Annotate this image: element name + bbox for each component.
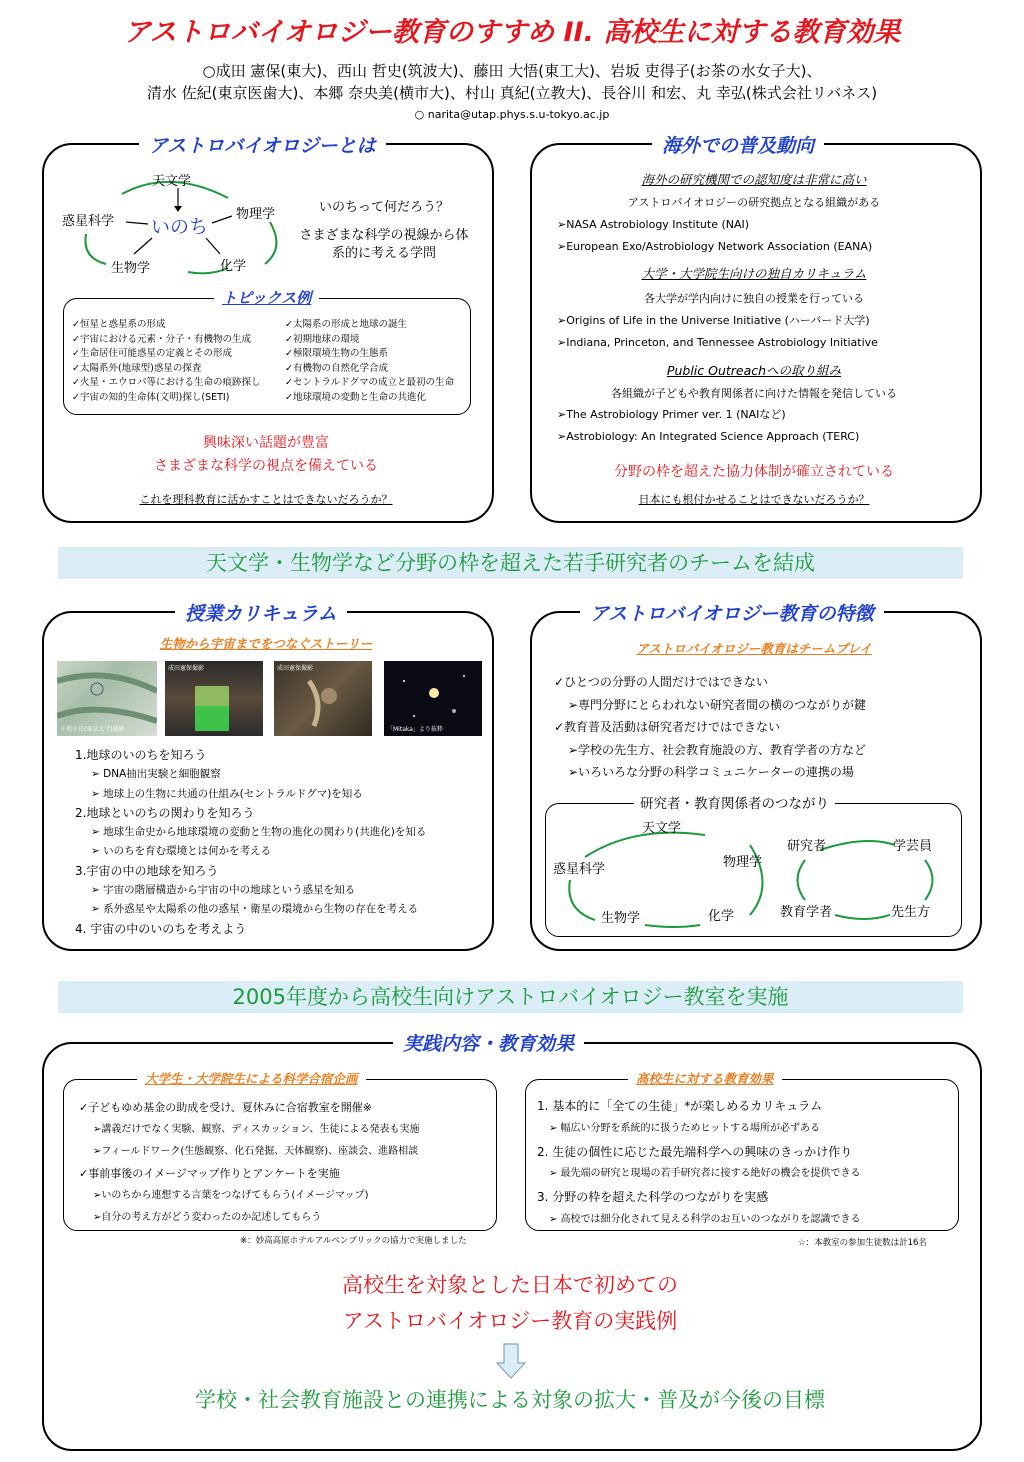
space-photo bbox=[384, 661, 482, 736]
feature-item: ✓ひとつの分野の人間だけではできない bbox=[554, 675, 768, 689]
question-education: これを理科教育に活かすことはできないだろうか？ bbox=[139, 493, 393, 506]
overseas-h3-desc: 各組織が子どもや教育関係者に向けた情報を発信している bbox=[611, 387, 897, 400]
curriculum-title: 授業カリキュラム bbox=[175, 599, 347, 626]
overseas-h1-list bbox=[557, 214, 872, 258]
effect-item: 1. 基本的に「全ての生徒」*が楽しめるカリキュラム bbox=[537, 1099, 823, 1113]
features-title: アストロバイオロジー教育の特徴 bbox=[580, 599, 884, 626]
feature-item: ➢いろいろな分野の科学コミュニケーターの連携の場 bbox=[568, 765, 854, 779]
features-subtitle: アストロバイオロジー教育はチームプレイ bbox=[636, 641, 872, 656]
overseas-h2-desc: 各大学が学内向けに独自の授業を行っている bbox=[644, 292, 864, 305]
features-list bbox=[554, 671, 866, 784]
topic-item: ✓恒星と惑星系の形成 bbox=[72, 319, 166, 330]
question-life: いのちって何だろう？ bbox=[318, 200, 449, 215]
net-teacher: 先生方 bbox=[891, 905, 931, 920]
conclusion-line-2: アストロバイオロジー教育の実践例 bbox=[342, 1309, 678, 1333]
network-title: 研究者・教育関係者のつながり bbox=[634, 792, 835, 812]
photo-caption: 成田憲保撮影 bbox=[277, 665, 314, 672]
authors-line-2: 清水 佐紀(東京医歯大)、本郷 奈央美(横市大)、村山 真紀(立教大)、長谷川 和宏、丸 幸弘(株式会社リバネス) bbox=[146, 84, 878, 102]
email: ○ narita@utap.phys.s.u-tokyo.ac.jp bbox=[414, 108, 610, 121]
feature-item: ➢専門分野にとらわれない研究者間の横のつながりが鍵 bbox=[568, 697, 867, 712]
curriculum-subtitle: 生物から宇宙までをつなぐストーリー bbox=[159, 636, 373, 651]
effect-item: ➢ 高校では細分化されて見える科学のお互いのつながりを認識できる bbox=[549, 1213, 861, 1225]
field-astronomy: 天文学 bbox=[152, 174, 192, 189]
net-curator: 学芸員 bbox=[893, 839, 933, 854]
future-goal: 学校・社会教育施設との連携による対象の拡大・普及が今後の目標 bbox=[195, 1388, 825, 1412]
list-item: ➢European Exo/Astrobiology Network Association (EANA) bbox=[557, 240, 873, 253]
overseas-h2-list bbox=[557, 310, 878, 354]
camp-item: ➢いのちから連想する言葉をつなげてもらう(イメージマップ) bbox=[93, 1190, 369, 1201]
effect-item: ➢ 幅広い分野を系統的に扱うためヒットする場所が必ずある bbox=[549, 1122, 820, 1134]
topics-title: トピックス例 bbox=[214, 287, 319, 308]
topic-item: ✓極限環境生物の生態系 bbox=[285, 348, 388, 359]
list-item: ➢Astrobiology: An Integrated Science Approach (TERC) bbox=[557, 430, 860, 443]
net-biology: 生物学 bbox=[601, 911, 641, 926]
curriculum-item: ➢ 地球生命史から地球環境の変動と生物の進化の関わり(共進化)を知る bbox=[91, 826, 427, 839]
photo-caption: 成田憲保撮影 bbox=[168, 665, 205, 672]
camp-item: ✓事前事後のイメージマップ作りとアンケートを実施 bbox=[79, 1167, 340, 1180]
effect-list bbox=[537, 1095, 861, 1232]
net-planetary: 惑星科学 bbox=[553, 862, 606, 877]
point-many-views: さまざまな科学の視点を備えている bbox=[154, 458, 378, 474]
net-chemistry: 化学 bbox=[708, 909, 735, 924]
photo-caption: 「Mitaka」より抜粋 bbox=[387, 726, 443, 733]
overseas-h1: 海外の研究機関での認知度は非常に高い bbox=[641, 172, 867, 187]
curriculum-item: 1.地球のいのちを知ろう bbox=[75, 748, 207, 762]
effect-title: 高校生に対する教育効果 bbox=[628, 1069, 782, 1087]
topic-item: ✓宇宙の知的生命体(文明)探し(SETI) bbox=[72, 391, 230, 403]
cell-photo bbox=[57, 661, 157, 736]
field-physics: 物理学 bbox=[236, 207, 276, 222]
curriculum-item: 2.地球といのちの関わりを知ろう bbox=[75, 805, 255, 820]
overseas-h2: 大学・大学院生向けの独自カリキュラム bbox=[641, 266, 867, 281]
camp-item: ✓子どもゆめ基金の助成を受け、夏休みに合宿教室を開催※ bbox=[79, 1101, 372, 1114]
curriculum-item: ➢ 宇宙の階層構造から宇宙の中の地球という惑星を知る bbox=[91, 884, 356, 897]
beaker-image bbox=[165, 661, 263, 736]
curriculum-item: ➢ いのちを育む環境とは何かを考える bbox=[91, 845, 272, 858]
net-astronomy: 天文学 bbox=[642, 821, 682, 836]
effect-item: 3. 分野の枠を超えた科学のつながりを実感 bbox=[537, 1190, 769, 1205]
fossil-photo bbox=[274, 661, 372, 736]
field-planetary: 惑星科学 bbox=[62, 214, 115, 229]
curriculum-item: 3.宇宙の中の地球を知ろう bbox=[75, 863, 219, 878]
topic-item: ✓火星・エウロパ等における生命の痕跡探し bbox=[72, 377, 261, 388]
definition-1: さまざまな科学の視線から体 bbox=[299, 228, 469, 243]
curriculum-list bbox=[75, 746, 426, 939]
topics-right bbox=[285, 318, 454, 405]
topic-item: ✓地球環境の変動と生命の共進化 bbox=[285, 391, 426, 403]
what-is-title: アストロバイオロジーとは bbox=[139, 131, 386, 158]
point-rich-topics: 興味深い話題が豊富 bbox=[203, 435, 329, 451]
topic-item: ✓初期地球の環境 bbox=[285, 333, 360, 345]
feature-item: ➢学校の先生方、社会教育施設の方、教育学者の方など bbox=[568, 742, 867, 757]
list-item: ➢Origins of Life in the Universe Initiative (ハーバード大学) bbox=[557, 314, 870, 327]
topics-left bbox=[72, 318, 260, 405]
list-item: ➢Indiana, Princeton, and Tennessee Astrobiology Initiative bbox=[557, 336, 878, 349]
camp-note: ※：妙高高原ホテルアルペンブリックの協力で実施しました bbox=[240, 1236, 467, 1246]
feature-item: ✓教育普及活動は研究者だけではできない bbox=[554, 720, 781, 734]
life-label: いのち bbox=[151, 216, 209, 238]
camp-item: ➢フィールドワーク(生態観察、化石発掘、天体観察)、座談会、進路相談 bbox=[93, 1146, 419, 1157]
effect-item: ➢ 最先端の研究と現場の若手研究者に接する絶好の機会を提供できる bbox=[549, 1168, 861, 1180]
field-biology: 生物学 bbox=[111, 261, 151, 276]
down-arrow-icon bbox=[496, 1343, 526, 1379]
topic-item: ✓太陽系外(地球型)惑星の探査 bbox=[72, 362, 202, 374]
dna-photo bbox=[165, 661, 263, 736]
band-team: 天文学・生物学など分野の枠を超えた若手研究者のチームを結成 bbox=[58, 547, 963, 579]
band-classroom: 2005年度から高校生向けアストロバイオロジー教室を実施 bbox=[58, 981, 963, 1013]
photo-caption: 千葉市長(東京大学)撮影 bbox=[60, 726, 125, 733]
poster-title: アストロバイオロジー教育のすすめ II. 高校生に対する教育効果 bbox=[123, 17, 901, 48]
camp-item: ➢自分の考え方がどう変わったのか記述してもらう bbox=[93, 1212, 322, 1223]
overseas-h3-list bbox=[557, 404, 859, 448]
topic-item: ✓有機物の自然化学合成 bbox=[285, 362, 388, 374]
list-item: ➢NASA Astrobiology Institute (NAI) bbox=[557, 218, 750, 231]
curriculum-item: ➢ DNA抽出実験と細胞観察 bbox=[91, 768, 221, 781]
list-item: ➢The Astrobiology Primer ver. 1 (NAIなど) bbox=[557, 408, 786, 421]
overseas-question: 日本にも根付かせることはできないだろうか？ bbox=[638, 493, 870, 506]
field-chemistry: 化学 bbox=[220, 259, 247, 274]
net-physics: 物理学 bbox=[723, 855, 763, 870]
topic-item: ✓宇宙における元素・分子・有機物の生成 bbox=[72, 333, 251, 345]
effect-item: 2. 生徒の個性に応じた最先端科学への興味のきっかけ作り bbox=[537, 1144, 853, 1159]
overseas-point: 分野の枠を超えた協力体制が確立されている bbox=[614, 464, 894, 480]
authors-line-1: ○成田 憲保(東大)、西山 哲史(筑波大)、藤田 大悟(東工大)、岩坂 吏得子(お茶の水女子大)、 bbox=[202, 62, 822, 80]
overseas-h3: Public Outreachへの取り組み bbox=[666, 363, 842, 378]
curriculum-item: ➢ 系外惑星や太陽系の他の惑星・衛星の環境から生物の存在を考える bbox=[91, 903, 419, 916]
net-researcher: 研究者 bbox=[787, 839, 827, 854]
camp-title: 大学生・大学院生による科学合宿企画 bbox=[137, 1069, 366, 1087]
camp-list bbox=[79, 1097, 419, 1229]
practice-title: 実践内容・教育効果 bbox=[393, 1029, 584, 1056]
conclusion-line-1: 高校生を対象とした日本で初めての bbox=[342, 1273, 678, 1297]
topic-item: ✓生命居住可能惑星の定義とその形成 bbox=[72, 348, 232, 359]
effect-note: ☆：本教室の参加生徒数は計16名 bbox=[798, 1238, 927, 1248]
curriculum-item: ➢ 地球上の生物に共通の仕組み(セントラルドグマ)を知る bbox=[91, 787, 363, 800]
definition-2: 系的に考える学問 bbox=[331, 246, 436, 261]
curriculum-item: 4. 宇宙の中のいのちを考えよう bbox=[75, 921, 247, 936]
overseas-title: 海外での普及動向 bbox=[652, 131, 824, 158]
overseas-h1-desc: アストロバイオロジーの研究拠点となる組織がある bbox=[627, 196, 881, 209]
camp-item: ➢講義だけでなく実験、観察、ディスカッション、生徒による発表も実施 bbox=[93, 1124, 420, 1135]
net-educator: 教育学者 bbox=[780, 905, 833, 920]
topic-item: ✓セントラルドグマの成立と最初の生命 bbox=[285, 377, 454, 388]
topic-item: ✓太陽系の形成と地球の誕生 bbox=[285, 319, 407, 330]
fossil-image bbox=[274, 661, 372, 736]
